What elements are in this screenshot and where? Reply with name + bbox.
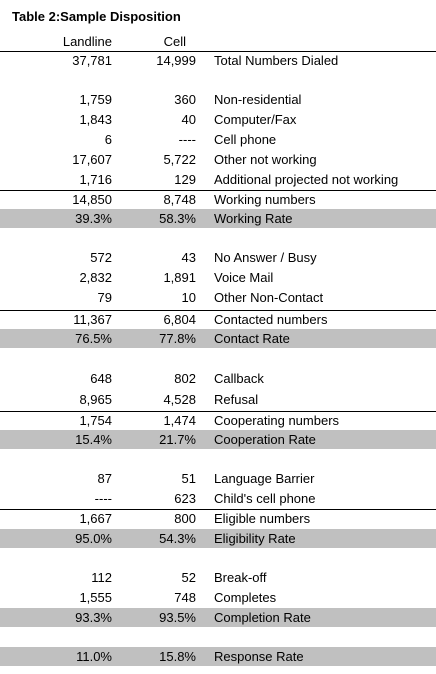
cell-value: 40	[181, 112, 196, 127]
cell-value: 4,528	[163, 392, 196, 407]
landline-value: 95.0%	[75, 531, 112, 546]
landline-value: 648	[90, 371, 112, 386]
cell-value: 10	[181, 290, 196, 305]
landline-value: 79	[97, 290, 112, 305]
landline-value: 14,850	[72, 192, 112, 207]
cell-value: 748	[174, 590, 196, 605]
cell-value: ----	[178, 132, 196, 147]
table-row	[0, 51, 436, 71]
landline-value: 6	[104, 132, 112, 147]
cell-value: 800	[174, 511, 196, 526]
table-row	[0, 190, 436, 210]
landline-value: 1,843	[79, 112, 112, 127]
header-row	[0, 32, 436, 52]
row-label: Response Rate	[214, 649, 304, 664]
cell-value: 54.3%	[159, 531, 196, 546]
landline-value: 1,759	[79, 92, 112, 107]
row-label: Voice Mail	[214, 270, 274, 285]
table-row	[0, 268, 436, 288]
landline-value: 17,607	[72, 152, 112, 167]
row-label: Callback	[214, 371, 264, 386]
landline-value: 1,555	[79, 590, 112, 605]
table-row	[0, 150, 436, 170]
landline-value: 11,367	[73, 312, 112, 327]
row-label: Eligible numbers	[214, 511, 311, 526]
landline-value: 15.4%	[75, 432, 112, 447]
table-row	[0, 529, 436, 549]
cell-value: 360	[174, 92, 196, 107]
table-title: Table 2:Sample Disposition	[12, 9, 181, 24]
row-label: Cooperation Rate	[214, 432, 316, 447]
header-cell: Cell	[163, 34, 186, 49]
row-label: Eligibility Rate	[214, 531, 296, 546]
table-row	[0, 130, 436, 150]
table-row	[0, 469, 436, 489]
row-label: Refusal	[214, 392, 259, 407]
cell-value: 43	[181, 250, 196, 265]
row-label: Other not working	[214, 152, 317, 167]
row-label: Completes	[214, 590, 277, 605]
row-label: Contacted numbers	[214, 312, 328, 327]
table-row	[0, 90, 436, 110]
table-row	[0, 209, 436, 229]
row-label: Child's cell phone	[214, 491, 316, 506]
row-label: Working numbers	[214, 192, 316, 207]
cell-value: 51	[181, 471, 196, 486]
row-label: Non-residential	[214, 92, 302, 107]
table-row	[0, 647, 436, 667]
cell-value: 802	[174, 371, 196, 386]
row-label: Contact Rate	[214, 331, 290, 346]
row-label: Computer/Fax	[214, 112, 297, 127]
cell-value: 21.7%	[159, 432, 196, 447]
cell-value: 6,804	[163, 312, 196, 327]
row-label: No Answer / Busy	[214, 250, 317, 265]
header-landline: Landline	[62, 34, 112, 49]
landline-value: 1,716	[79, 172, 112, 187]
row-label: Total Numbers Dialed	[214, 53, 339, 68]
landline-value: 93.3%	[75, 610, 112, 625]
row-label: Additional projected not working	[214, 172, 399, 187]
row-label: Break-off	[214, 570, 267, 585]
landline-value: 2,832	[79, 270, 112, 285]
landline-value: 572	[90, 250, 112, 265]
cell-value: 623	[174, 491, 196, 506]
cell-value: 129	[174, 172, 196, 187]
landline-value: 8,965	[79, 392, 112, 407]
cell-value: 58.3%	[159, 211, 196, 226]
table-row	[0, 329, 436, 349]
cell-value: 1,891	[163, 270, 196, 285]
row-label: Completion Rate	[214, 610, 311, 625]
row-label: Working Rate	[214, 211, 293, 226]
cell-value: 15.8%	[159, 649, 196, 664]
table-row	[0, 170, 436, 190]
row-label: Other Non-Contact	[214, 290, 324, 305]
cell-value: 8,748	[163, 192, 196, 207]
table-row	[0, 489, 436, 509]
table-row	[0, 390, 436, 410]
cell-value: 5,722	[163, 152, 196, 167]
table-row	[0, 588, 436, 608]
row-label: Cooperating numbers	[214, 413, 340, 428]
landline-value: 76.5%	[75, 331, 112, 346]
landline-value: ----	[94, 491, 112, 506]
cell-value: 1,474	[163, 413, 196, 428]
cell-value: 93.5%	[159, 610, 196, 625]
landline-value: 39.3%	[75, 211, 112, 226]
landline-value: 1,754	[79, 413, 112, 428]
cell-value: 14,999	[156, 53, 196, 68]
row-label: Cell phone	[214, 132, 277, 147]
landline-value: 112	[91, 570, 112, 585]
table-row	[0, 509, 436, 529]
landline-value: 1,667	[79, 511, 112, 526]
table-row	[0, 288, 436, 308]
table-row	[0, 411, 436, 431]
table-row	[0, 369, 436, 389]
cell-value: 77.8%	[159, 331, 196, 346]
cell-value: 52	[181, 570, 196, 585]
table-row	[0, 248, 436, 268]
table-row	[0, 430, 436, 450]
landline-value: 11.0%	[76, 649, 112, 664]
table-row	[0, 310, 436, 330]
row-label: Language Barrier	[214, 471, 315, 486]
table-row	[0, 568, 436, 588]
table-row	[0, 110, 436, 130]
landline-value: 37,781	[72, 53, 112, 68]
table-row	[0, 608, 436, 628]
landline-value: 87	[97, 471, 112, 486]
